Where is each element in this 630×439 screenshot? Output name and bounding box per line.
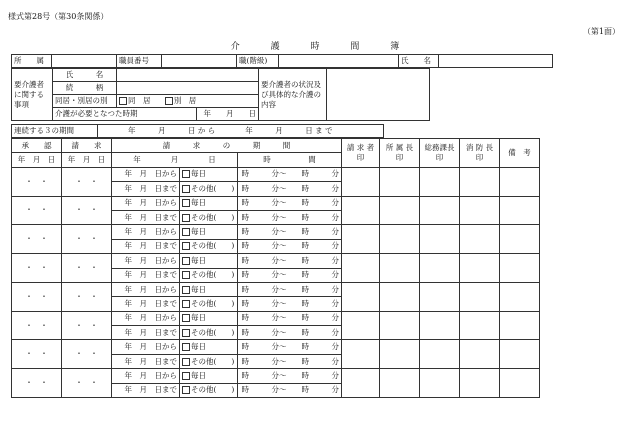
other-option xyxy=(180,383,238,397)
separate-option-label: 別 居 xyxy=(173,96,197,105)
recipient-name-label: 氏 名 xyxy=(53,69,117,82)
fire-chief-seal-cell[interactable] xyxy=(460,282,500,311)
remarks-cell[interactable] xyxy=(500,282,540,311)
request-date-cell[interactable]: ・ ・ xyxy=(62,311,112,340)
other-label: その他( ) xyxy=(191,356,235,366)
cohabit-options xyxy=(117,95,259,108)
time-cell[interactable]: 時 分～ 時 分 xyxy=(238,369,342,383)
daily-checkbox[interactable] xyxy=(182,228,190,236)
section-chief-seal-cell[interactable] xyxy=(380,167,420,196)
period-until-cell[interactable]: 年 月 日まで xyxy=(112,326,180,340)
daily-checkbox[interactable] xyxy=(182,286,190,294)
fire-chief-seal-cell[interactable] xyxy=(460,311,500,340)
remarks-cell[interactable] xyxy=(500,340,540,369)
table-row xyxy=(12,369,619,383)
daily-checkbox[interactable] xyxy=(182,343,190,351)
other-option xyxy=(180,268,238,282)
recipient-name-field[interactable] xyxy=(117,69,259,82)
form-number: 様式第28号（第30条関係） xyxy=(8,12,109,21)
table-row xyxy=(12,311,619,325)
requester-seal-cell[interactable] xyxy=(342,196,380,225)
request-date-cell[interactable]: ・ ・ xyxy=(62,196,112,225)
time-cell[interactable]: 時 分～ 時 分 xyxy=(238,210,342,224)
table-row xyxy=(12,225,619,239)
request-date-cell[interactable]: ・ ・ xyxy=(62,225,112,254)
section-chief-seal-header: 所 属 長 印 xyxy=(380,139,420,168)
title-char: 護 xyxy=(270,42,280,52)
other-label: その他( ) xyxy=(191,298,235,308)
time-cell[interactable]: 時 分～ 時 分 xyxy=(238,383,342,397)
requester-seal-cell[interactable] xyxy=(342,225,380,254)
care-recipient-section-label: 要介護者に関する事項 xyxy=(12,69,53,121)
daily-label: 毎日 xyxy=(191,342,206,352)
remarks-cell[interactable] xyxy=(500,225,540,254)
daily-label: 毎日 xyxy=(191,198,206,208)
section-chief-seal-cell[interactable] xyxy=(380,282,420,311)
time-cell[interactable]: 時 分～ 時 分 xyxy=(238,268,342,282)
care-time-log-table xyxy=(11,138,619,398)
daily-label: 毎日 xyxy=(191,370,206,380)
other-checkbox[interactable] xyxy=(182,214,190,222)
fire-chief-seal-cell[interactable] xyxy=(460,225,500,254)
title-char: 時 xyxy=(310,42,320,52)
relation-label: 続 柄 xyxy=(53,82,117,95)
other-label: その他( ) xyxy=(191,385,235,395)
cohabit-label: 同居・別居の別 xyxy=(53,95,117,108)
period-from-cell[interactable]: 年 月 日から xyxy=(112,196,180,210)
period-until-cell[interactable]: 年 月 日まで xyxy=(112,182,180,196)
period-from-cell[interactable]: 年 月 日から xyxy=(112,282,180,296)
period-from-cell[interactable]: 年 月 日から xyxy=(112,369,180,383)
period-header: 請 求 の 期 間 xyxy=(112,139,342,153)
other-label: その他( ) xyxy=(191,212,235,222)
other-option xyxy=(180,297,238,311)
daily-option xyxy=(180,254,238,268)
period-until-cell[interactable]: 年 月 日まで xyxy=(112,297,180,311)
position-field[interactable] xyxy=(279,55,399,68)
period-from-cell[interactable]: 年 月 日から xyxy=(112,340,180,354)
approval-date-cell[interactable]: ・ ・ xyxy=(12,311,62,340)
relation-field[interactable] xyxy=(117,82,259,95)
period-until-cell[interactable]: 年 月 日まで xyxy=(112,383,180,397)
approval-date-cell[interactable]: ・ ・ xyxy=(12,254,62,283)
table-row xyxy=(12,282,619,296)
approval-date-cell[interactable]: ・ ・ xyxy=(12,167,62,196)
other-checkbox[interactable] xyxy=(182,358,190,366)
consecutive-period-table xyxy=(11,124,384,138)
fire-chief-seal-cell[interactable] xyxy=(460,254,500,283)
request-date-header: 年 月 日 xyxy=(62,153,112,167)
general-affairs-seal-header: 総務課長 印 xyxy=(420,139,460,168)
period-date-header: 年 月 日 xyxy=(112,153,238,167)
period-from-cell[interactable]: 年 月 日から xyxy=(112,311,180,325)
period-from-cell[interactable]: 年 月 日から xyxy=(112,167,180,181)
general-affairs-seal-cell[interactable] xyxy=(420,225,460,254)
request-date-cell[interactable]: ・ ・ xyxy=(62,167,112,196)
daily-checkbox[interactable] xyxy=(182,257,190,265)
fire-chief-seal-cell[interactable] xyxy=(460,369,500,398)
care-condition-label: 要介護者の状況及び具体的な介護の内容 xyxy=(259,69,327,121)
daily-option xyxy=(180,196,238,210)
remarks-header: 備 考 xyxy=(500,139,540,168)
approval-header: 承 認 xyxy=(12,139,62,153)
time-cell[interactable]: 時 分～ 時 分 xyxy=(238,239,342,253)
position-label: 職(階級) xyxy=(237,55,279,68)
other-option xyxy=(180,210,238,224)
other-label: その他( ) xyxy=(191,327,235,337)
time-cell[interactable]: 時 分～ 時 分 xyxy=(238,297,342,311)
request-date-cell[interactable]: ・ ・ xyxy=(62,340,112,369)
section-chief-seal-cell[interactable] xyxy=(380,369,420,398)
fire-chief-seal-header: 消 防 長 印 xyxy=(460,139,500,168)
time-cell[interactable]: 時 分～ 時 分 xyxy=(238,196,342,210)
cohabit-option-label: 同 居 xyxy=(128,96,151,105)
general-affairs-seal-cell[interactable] xyxy=(420,369,460,398)
name-field[interactable] xyxy=(439,55,553,68)
approval-date-cell[interactable]: ・ ・ xyxy=(12,369,62,398)
daily-checkbox[interactable] xyxy=(182,170,190,178)
section-chief-seal-cell[interactable] xyxy=(380,340,420,369)
table-row xyxy=(12,340,619,354)
daily-checkbox[interactable] xyxy=(182,314,190,322)
daily-option xyxy=(180,369,238,383)
requester-seal-cell[interactable] xyxy=(342,311,380,340)
daily-option xyxy=(180,340,238,354)
other-option xyxy=(180,239,238,253)
separate-checkbox[interactable] xyxy=(165,97,173,105)
daily-label: 毎日 xyxy=(191,313,206,323)
section-chief-seal-cell[interactable] xyxy=(380,254,420,283)
form-title xyxy=(0,39,630,52)
other-checkbox[interactable] xyxy=(182,329,190,337)
daily-option xyxy=(180,311,238,325)
other-option xyxy=(180,354,238,368)
other-checkbox[interactable] xyxy=(182,300,190,308)
time-cell[interactable]: 時 分～ 時 分 xyxy=(238,225,342,239)
other-label: その他( ) xyxy=(191,183,235,193)
care-start-label: 介護が必要となつた時期 xyxy=(53,108,197,121)
table-row xyxy=(12,196,619,210)
period-until-cell[interactable]: 年 月 日まで xyxy=(112,354,180,368)
title-char: 簿 xyxy=(390,42,400,52)
approval-date-cell[interactable]: ・ ・ xyxy=(12,196,62,225)
daily-checkbox[interactable] xyxy=(182,199,190,207)
approval-date-cell[interactable]: ・ ・ xyxy=(12,340,62,369)
daily-option xyxy=(180,167,238,181)
general-affairs-seal-cell[interactable] xyxy=(420,340,460,369)
period-until-cell[interactable]: 年 月 日まで xyxy=(112,210,180,224)
other-option xyxy=(180,326,238,340)
other-option xyxy=(180,182,238,196)
table-row xyxy=(12,254,619,268)
general-affairs-seal-cell[interactable] xyxy=(420,311,460,340)
approval-date-cell[interactable]: ・ ・ xyxy=(12,225,62,254)
requester-seal-cell[interactable] xyxy=(342,167,380,196)
request-date-cell[interactable]: ・ ・ xyxy=(62,254,112,283)
care-start-field[interactable]: 年 月 日 xyxy=(197,108,259,121)
consecutive-label: 連続する３の期間 xyxy=(12,125,98,138)
request-header: 請 求 xyxy=(62,139,112,153)
care-recipient-table xyxy=(11,68,430,121)
general-affairs-seal-cell[interactable] xyxy=(420,282,460,311)
remarks-cell[interactable] xyxy=(500,311,540,340)
fire-chief-seal-cell[interactable] xyxy=(460,196,500,225)
daily-label: 毎日 xyxy=(191,255,206,265)
approval-date-header: 年 月 日 xyxy=(12,153,62,167)
request-date-cell[interactable]: ・ ・ xyxy=(62,282,112,311)
other-checkbox[interactable] xyxy=(182,271,190,279)
time-cell[interactable]: 時 分～ 時 分 xyxy=(238,354,342,368)
daily-label: 毎日 xyxy=(191,169,206,179)
staff-info-table xyxy=(11,54,553,68)
other-label: その他( ) xyxy=(191,241,235,251)
request-date-cell[interactable]: ・ ・ xyxy=(62,369,112,398)
time-cell[interactable]: 時 分～ 時 分 xyxy=(238,167,342,181)
section-chief-seal-cell[interactable] xyxy=(380,311,420,340)
other-checkbox[interactable] xyxy=(182,185,190,193)
cohabit-checkbox[interactable] xyxy=(119,97,127,105)
page-number: （第1面） xyxy=(582,27,620,36)
general-affairs-seal-cell[interactable] xyxy=(420,167,460,196)
title-char: 間 xyxy=(350,42,360,52)
requester-seal-cell[interactable] xyxy=(342,254,380,283)
title-char: 介 xyxy=(230,42,240,52)
time-cell[interactable]: 時 分～ 時 分 xyxy=(238,182,342,196)
other-checkbox[interactable] xyxy=(182,242,190,250)
general-affairs-seal-cell[interactable] xyxy=(420,196,460,225)
other-checkbox[interactable] xyxy=(182,386,190,394)
period-time-header: 時 間 xyxy=(238,153,342,167)
consecutive-field[interactable]: 年 月 日 か ら 年 月 日 ま で xyxy=(98,125,384,138)
affiliation-label: 所 属 xyxy=(12,55,52,68)
time-cell[interactable]: 時 分～ 時 分 xyxy=(238,340,342,354)
daily-label: 毎日 xyxy=(191,227,206,237)
remarks-cell[interactable] xyxy=(500,167,540,196)
fire-chief-seal-cell[interactable] xyxy=(460,167,500,196)
requester-seal-cell[interactable] xyxy=(342,369,380,398)
table-row xyxy=(12,167,619,181)
time-cell[interactable]: 時 分～ 時 分 xyxy=(238,311,342,325)
time-cell[interactable]: 時 分～ 時 分 xyxy=(238,254,342,268)
approval-date-cell[interactable]: ・ ・ xyxy=(12,282,62,311)
general-affairs-seal-cell[interactable] xyxy=(420,254,460,283)
section-chief-seal-cell[interactable] xyxy=(380,196,420,225)
time-cell[interactable]: 時 分～ 時 分 xyxy=(238,282,342,296)
requester-seal-cell[interactable] xyxy=(342,340,380,369)
period-from-cell[interactable]: 年 月 日から xyxy=(112,225,180,239)
staff-no-field[interactable] xyxy=(162,55,237,68)
time-cell[interactable]: 時 分～ 時 分 xyxy=(238,326,342,340)
staff-no-label: 職員番号 xyxy=(117,55,162,68)
remarks-cell[interactable] xyxy=(500,369,540,398)
period-until-cell[interactable]: 年 月 日まで xyxy=(112,268,180,282)
daily-checkbox[interactable] xyxy=(182,372,190,380)
period-from-cell[interactable]: 年 月 日から xyxy=(112,254,180,268)
daily-option xyxy=(180,282,238,296)
remarks-cell[interactable] xyxy=(500,196,540,225)
affiliation-field[interactable] xyxy=(52,55,117,68)
period-until-cell[interactable]: 年 月 日まで xyxy=(112,239,180,253)
remarks-cell[interactable] xyxy=(500,254,540,283)
care-condition-field[interactable] xyxy=(327,69,430,121)
fire-chief-seal-cell[interactable] xyxy=(460,340,500,369)
daily-label: 毎日 xyxy=(191,284,206,294)
section-chief-seal-cell[interactable] xyxy=(380,225,420,254)
requester-seal-cell[interactable] xyxy=(342,282,380,311)
name-label: 氏 名 xyxy=(399,55,439,68)
requester-seal-header: 請 求 者 印 xyxy=(342,139,380,168)
daily-option xyxy=(180,225,238,239)
other-label: その他( ) xyxy=(191,270,235,280)
